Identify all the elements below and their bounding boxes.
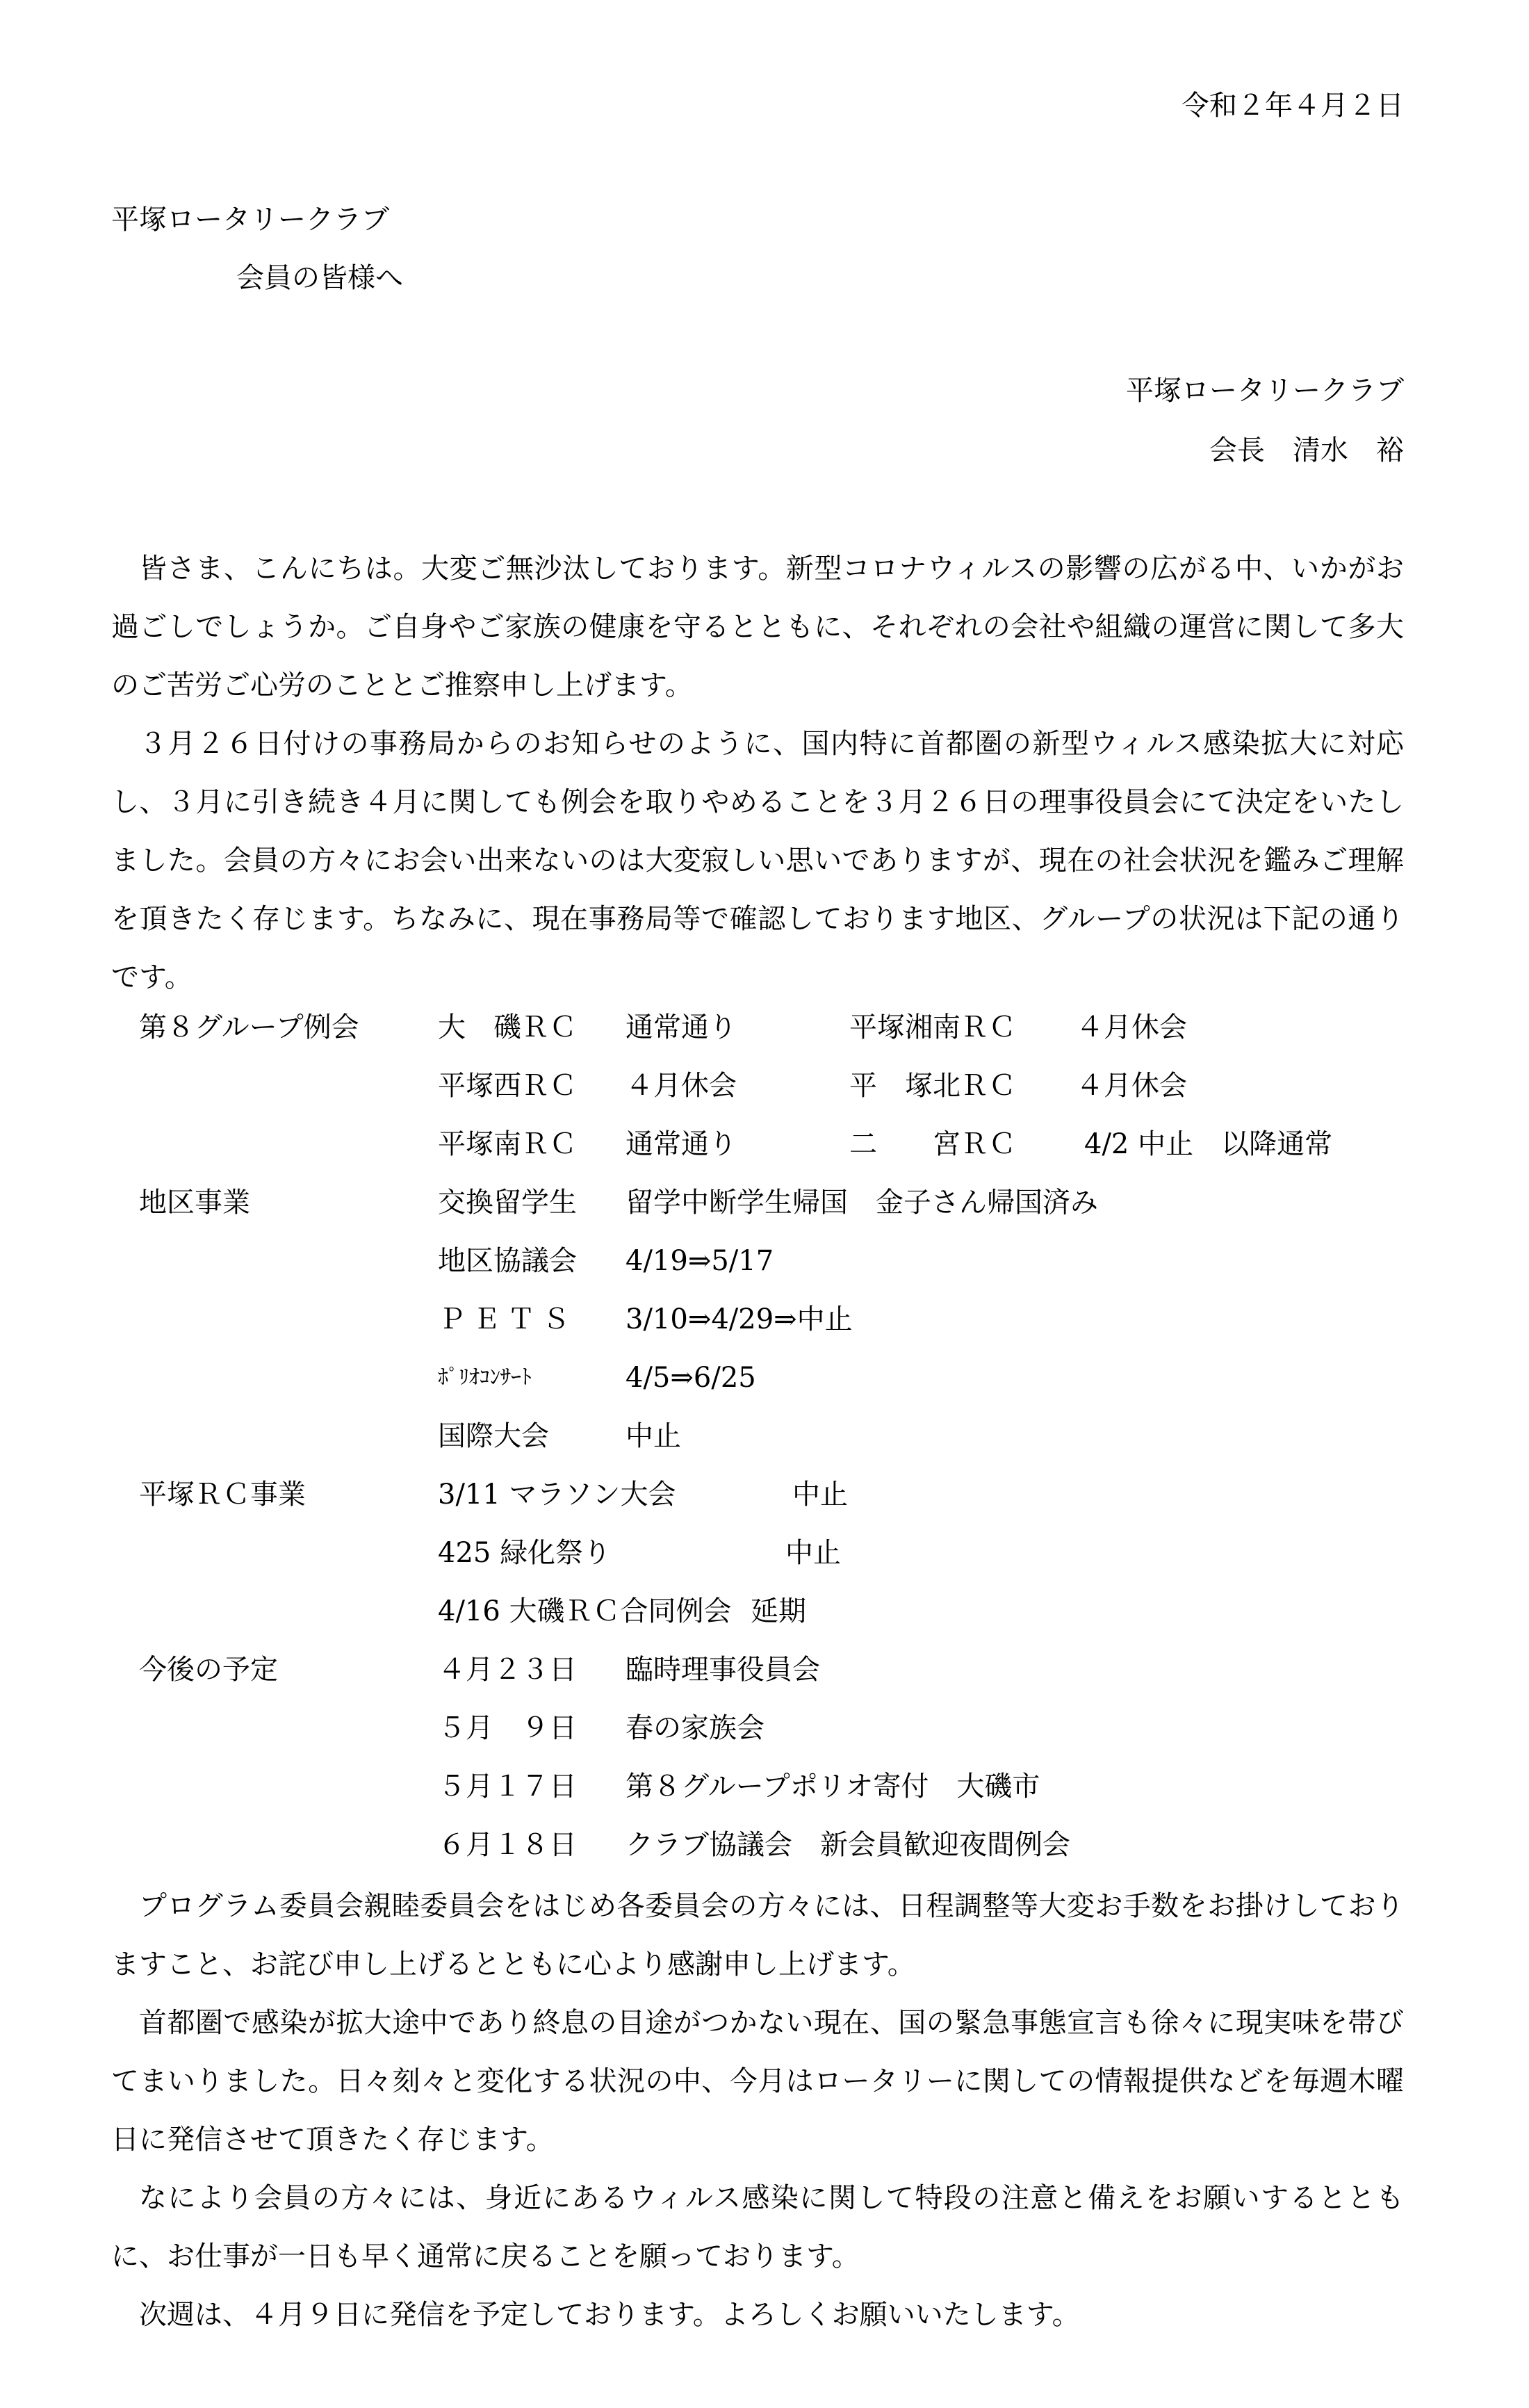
- sender-org: 平塚ロータリークラブ: [1126, 375, 1404, 407]
- district-value: 中止: [626, 1420, 681, 1452]
- district-item: 地区協議会: [438, 1245, 577, 1277]
- district-item: ﾎﾟﾘｵｺﾝｻｰﾄ: [438, 1365, 532, 1390]
- sender-name: 会長 清水 裕: [1209, 434, 1404, 466]
- club-status: 中止: [785, 1537, 841, 1569]
- group-club: 平 塚北ＲＣ: [849, 1070, 1016, 1102]
- future-event: 春の家族会: [626, 1712, 764, 1744]
- group-club: 大 磯ＲＣ: [438, 1011, 577, 1043]
- district-item: 交換留学生: [438, 1187, 577, 1219]
- group-club: 平塚西ＲＣ: [438, 1070, 577, 1102]
- district-item: ＰＥＴＳ: [438, 1303, 577, 1335]
- group-status: ４月休会: [1076, 1070, 1187, 1102]
- future-date: ４月２３日: [438, 1654, 577, 1686]
- future-event: 臨時理事役員会: [626, 1654, 820, 1686]
- district-value: 4/5⇒6/25: [626, 1362, 756, 1394]
- recipient-to: 会員の皆様へ: [236, 262, 403, 294]
- group-club: 平塚南ＲＣ: [438, 1128, 577, 1160]
- future-event: クラブ協議会 新会員歓迎夜間例会: [626, 1829, 1070, 1861]
- group-status: 通常通り: [626, 1128, 737, 1160]
- club-event: 3/11 マラソン大会: [438, 1479, 676, 1511]
- paragraph-1: 皆さま、こんにちは。大変ご無沙汰しております。新型コロナウィルスの影響の広がる中、いかがお過ごしでしょうか。ご自身やご家族の健康を守るとともに、それぞれの会社や組織の運営に関して多大のご苦労ご心労のこととご推察申し上げます。: [111, 553, 1404, 701]
- club-event: 425 緑化祭り: [438, 1537, 612, 1569]
- future-date: ６月１８日: [438, 1829, 577, 1861]
- district-value: 3/10⇒4/29⇒中止: [626, 1303, 853, 1335]
- paragraph-5: なにより会員の方々には、身近にあるウィルス感染に関して特段の注意と備えをお願いするとともに、お仕事が一日も早く通常に戻ることを願っております。: [111, 2182, 1404, 2272]
- paragraph-2: ３月２６日付けの事務局からのお知らせのように、国内特に首都圏の新型ウィルス感染拡大に対応し、３月に引き続き４月に関しても例会を取りやめることを３月２６日の理事役員会にて決定をいたしました。会員の方々にお会い出来ないのは大変寂しい思いでありますが、現在の社会状況を鑑みご理解を頂きたく存じます。ちなみに、現在事務局等で確認しております地区、グループの状況は下記の通りです。: [111, 728, 1404, 993]
- group-status: ４月休会: [1076, 1011, 1187, 1043]
- club-status: 中止: [792, 1479, 848, 1511]
- club-status: 延期: [751, 1595, 806, 1627]
- paragraph-3: プログラム委員会親睦委員会をはじめ各委員会の方々には、日程調整等大変お手数をお掛けしておりますこと、お詫び申し上げるとともに心より感謝申し上げます。: [111, 1890, 1404, 1980]
- group-label: 第８グループ例会: [139, 1011, 359, 1043]
- group-club: 二 宮ＲＣ: [849, 1128, 1016, 1160]
- future-label: 今後の予定: [139, 1654, 278, 1686]
- group-club: 平塚湘南ＲＣ: [849, 1011, 1016, 1043]
- group-status: 通常通り: [626, 1011, 737, 1043]
- future-date: ５月 ９日: [438, 1712, 577, 1744]
- paragraph-4: 首都圏で感染が拡大途中であり終息の目途がつかない現在、国の緊急事態宣言も徐々に現実味を帯びてまいりました。日々刻々と変化する状況の中、今月はロータリーに関しての情報提供などを毎週木曜日に発信させて頂きたく存じます。: [111, 2007, 1404, 2156]
- group-status: ４月休会: [626, 1070, 737, 1102]
- group-status: 4/2 中止 以降通常: [1084, 1128, 1333, 1160]
- district-value: 留学中断学生帰国 金子さん帰国済み: [626, 1187, 1098, 1219]
- paragraph-6: 次週は、４月９日に発信を予定しております。よろしくお願いいたします。: [139, 2299, 1080, 2331]
- letter-date: 令和２年４月２日: [1182, 90, 1404, 122]
- district-value: 4/19⇒5/17: [626, 1245, 774, 1277]
- club-label: 平塚ＲＣ事業: [139, 1479, 306, 1511]
- club-event: 4/16 大磯ＲＣ合同例会: [438, 1595, 732, 1627]
- future-date: ５月１７日: [438, 1771, 577, 1803]
- recipient-org: 平塚ロータリークラブ: [111, 204, 389, 236]
- future-event: 第８グループポリオ寄付 大磯市: [626, 1771, 1040, 1803]
- district-label: 地区事業: [139, 1187, 250, 1219]
- district-item: 国際大会: [438, 1420, 549, 1452]
